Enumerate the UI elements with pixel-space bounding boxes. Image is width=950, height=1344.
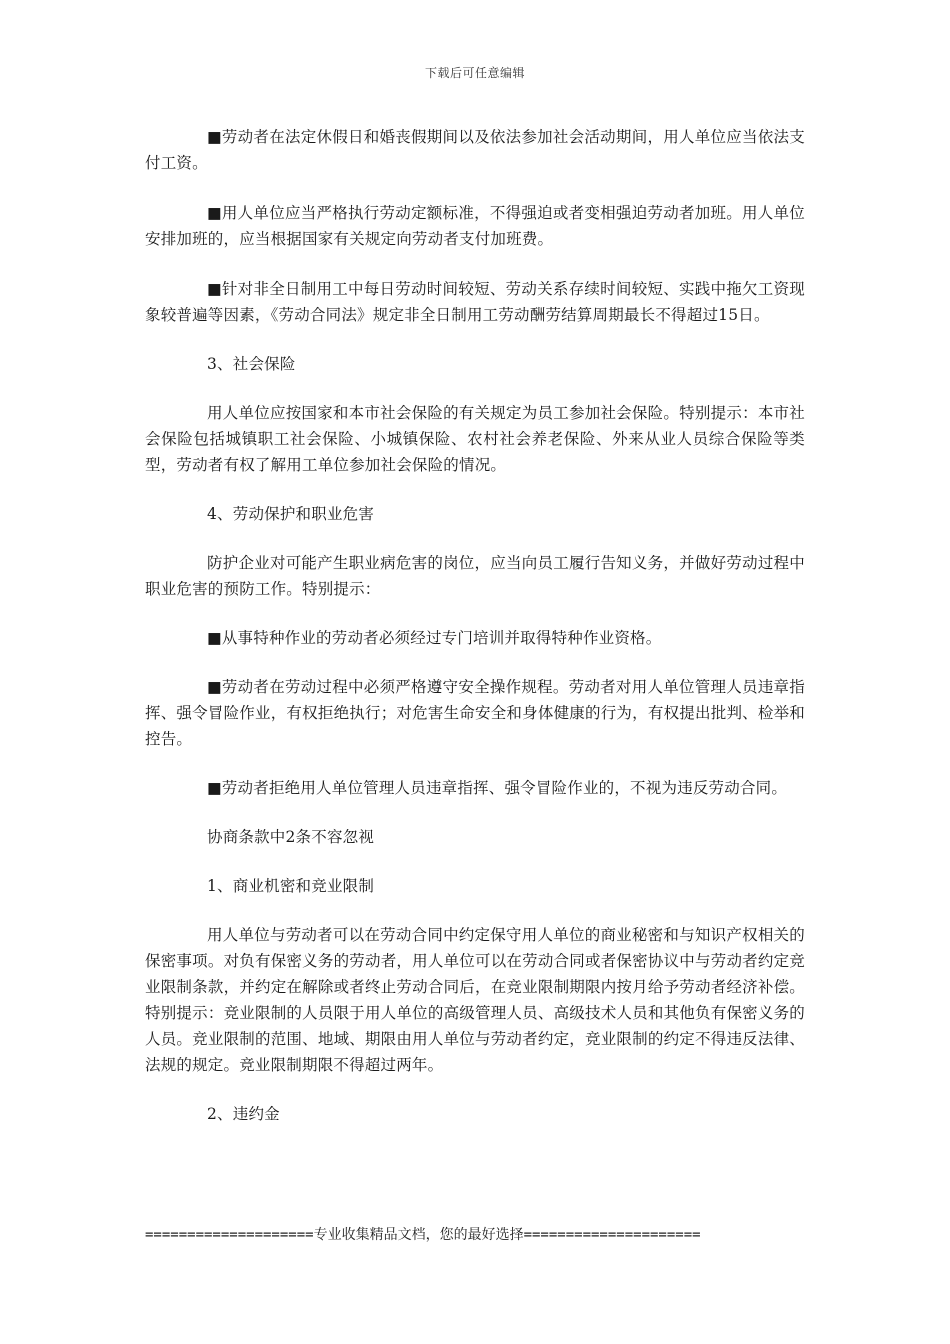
paragraph-wage-holidays: ■劳动者在法定休假日和婚丧假期间以及依法参加社会活动期间，用人单位应当依法支付工资。 [145, 128, 805, 172]
section-heading-trade-secrets: 1、商业机密和竞业限制 [207, 877, 375, 895]
section-heading-penalty: 2、违约金 [207, 1105, 280, 1123]
paragraph-safety-rules: ■劳动者在劳动过程中必须严格遵守安全操作规程。劳动者对用人单位管理人员违章指挥、强令冒险作业，有权拒绝执行；对危害生命安全和身体健康的行为，有权提出批判、检举和控告。 [145, 678, 805, 748]
paragraph-special-work: ■从事特种作业的劳动者必须经过专门培训并取得特种作业资格。 [207, 629, 662, 647]
paragraph-refusal: ■劳动者拒绝用人单位管理人员违章指挥、强令冒险作业的，不视为违反劳动合同。 [207, 779, 788, 797]
paragraph-non-compete: 用人单位与劳动者可以在劳动合同中约定保守用人单位的商业秘密和与知识产权相关的保密事项。对负有保密义务的劳动者，用人单位可以在劳动合同或者保密协议中与劳动者约定竞业限制条款，并约定在解除或者终止劳动合同后，在竞业限制期限内按月给予劳动者经济补偿。特别提示：竞业限制的人员限于用人单位的高级管理人员、高级技术人员和其他负有保密义务的人员。竞业限制的范围、地域、期限由用人单位与劳动者约定，竞业限制的约定不得违反法律、法规的规定。竞业限制期限不得超过两年。 [145, 926, 805, 1074]
page-header: 下载后可任意编辑 [424, 66, 525, 80]
document-body [145, 124, 805, 1127]
section-heading-labor-protection: 4、劳动保护和职业危害 [207, 505, 375, 523]
section-heading-negotiated-terms: 协商条款中2条不容忽视 [207, 828, 375, 846]
paragraph-social-insurance: 用人单位应按国家和本市社会保险的有关规定为员工参加社会保险。特别提示：本市社会保险包括城镇职工社会保险、小城镇保险、农村社会养老保险、外来从业人员综合保险等类型，劳动者有权了解用工单位参加社会保险的情况。 [145, 404, 805, 474]
paragraph-part-time-pay: ■针对非全日制用工中每日劳动时间较短、劳动关系存续时间较短、实践中拖欠工资现象较普遍等因素，《劳动合同法》规定非全日制用工劳动酬劳结算周期最长不得超过15日。 [145, 280, 805, 324]
paragraph-overtime: ■用人单位应当严格执行劳动定额标准，不得强迫或者变相强迫劳动者加班。用人单位安排加班的，应当根据国家有关规定向劳动者支付加班费。 [145, 204, 805, 248]
paragraph-occupational-hazard: 防护企业对可能产生职业病危害的岗位，应当向员工履行告知义务，并做好劳动过程中职业危害的预防工作。特别提示： [145, 554, 805, 598]
section-heading-social-insurance: 3、社会保险 [207, 355, 296, 373]
page-footer: ====================专业收集精品文档，您的最好选择===================== [145, 1227, 701, 1243]
